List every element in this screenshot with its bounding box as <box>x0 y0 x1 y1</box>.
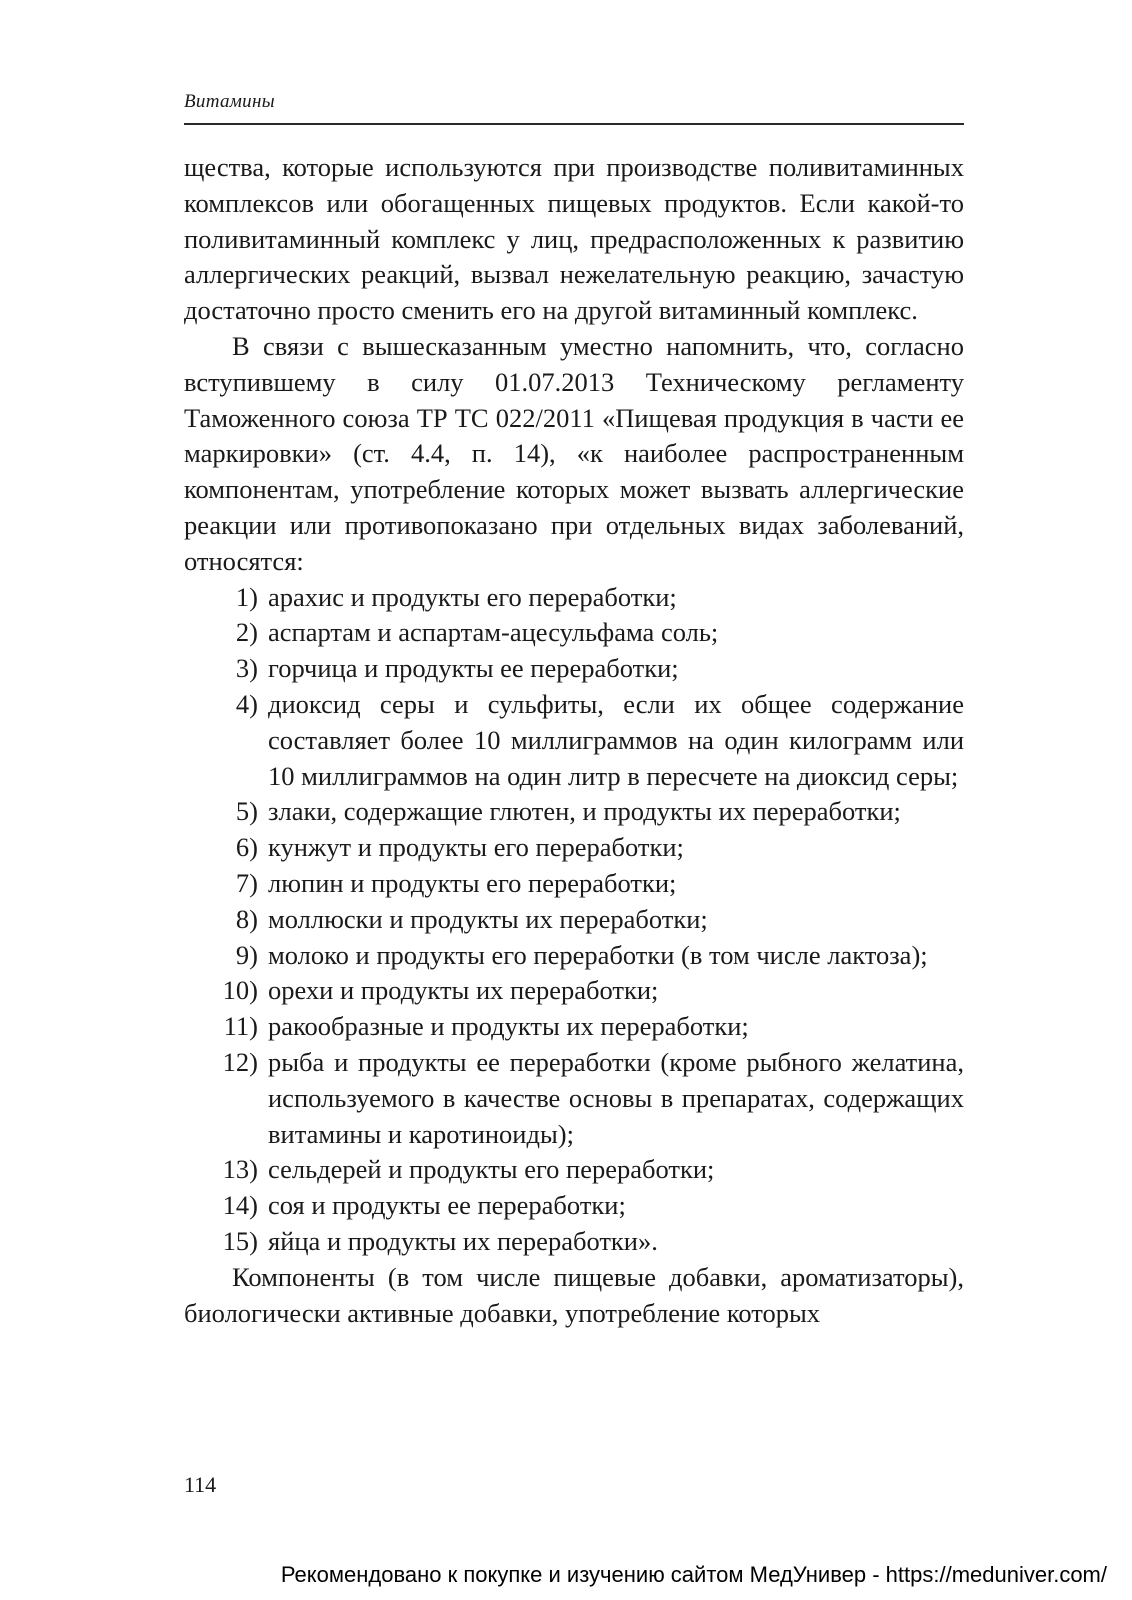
list-item-number: 1) <box>235 581 258 612</box>
list-item-text: кунжут и продукты его переработки; <box>268 832 684 863</box>
paragraph-regulation: В связи с вышесказанным уместно напомнить, что, согласно вступившему в силу 01.07.2013 Техническому регламенту Таможенного союза ТР ТС 022/2011 «Пищевая продукция в части ее маркировки» (ст. 4.4, п. 14), «к наиболее распространенным компонентам, употребление которых может вызвать аллергические реакции или противопоказано при отдельных видах заболеваний, относятся: <box>184 330 964 576</box>
list-item-number: 10) <box>222 975 258 1006</box>
list-item-number: 7) <box>235 867 258 898</box>
footer-recommendation: Рекомендовано к покупке и изучению сайтом МедУнивер - https://meduniver.com/ <box>280 1562 1107 1587</box>
page-body <box>184 150 964 1331</box>
list-item <box>184 938 964 974</box>
list-item-text: диоксид серы и сульфиты, если их общее содержание составляет более 10 миллиграммов на один килограмм или 10 миллиграммов на один литр в пересчете на диоксид серы; <box>268 688 964 791</box>
list-item <box>184 615 964 651</box>
list-item <box>184 1045 964 1152</box>
list-item-number: 3) <box>235 653 258 684</box>
allergen-list <box>184 580 964 1260</box>
list-item-text: моллюски и продукты их переработки; <box>268 903 708 934</box>
list-item <box>184 866 964 902</box>
list-item <box>184 651 964 687</box>
list-item-text: ракообразные и продукты их переработки; <box>268 1011 749 1042</box>
list-item-text: яйца и продукты их переработки». <box>268 1225 658 1256</box>
list-item-text: люпин и продукты его переработки; <box>268 867 677 898</box>
page-number: 114 <box>184 1472 217 1497</box>
list-item-number: 14) <box>222 1190 258 1221</box>
list-item <box>184 1152 964 1188</box>
list-item-text: горчица и продукты ее переработки; <box>268 653 679 684</box>
list-item <box>184 1009 964 1045</box>
list-item <box>184 794 964 830</box>
list-item <box>184 687 964 794</box>
list-item <box>184 902 964 938</box>
list-item-text: молоко и продукты его переработки (в том числе лактоза); <box>268 939 928 970</box>
list-item <box>184 1224 964 1260</box>
list-item-text: арахис и продукты его переработки; <box>268 581 677 612</box>
list-item-number: 5) <box>235 796 258 827</box>
list-item-text: сельдерей и продукты его переработки; <box>268 1154 715 1185</box>
paragraph-components: Компоненты (в том числе пищевые добавки, ароматизаторы), биологически активные добавки, употребление которых <box>184 1261 964 1328</box>
list-item <box>184 580 964 616</box>
list-item-text: аспартам и аспартам-ацесульфама соль; <box>268 617 719 648</box>
running-head-title: Витамины <box>184 91 275 112</box>
list-item <box>184 973 964 1009</box>
list-item-text: злаки, содержащие глютен, и продукты их переработки; <box>268 796 901 827</box>
list-item-number: 13) <box>222 1154 258 1185</box>
list-item-text: соя и продукты ее переработки; <box>268 1190 626 1221</box>
list-item-text: орехи и продукты их переработки; <box>268 975 659 1006</box>
list-item-number: 12) <box>222 1046 258 1077</box>
list-item-number: 9) <box>235 939 258 970</box>
paragraph-continuation: щества, которые используются при производстве поливитаминных комплексов или обогащенных пищевых продуктов. Если какой-то поливитаминный комплекс у лиц, предрасположенных к развитию аллергических реакций, вызвал нежелательную реакцию, зачастую достаточно просто сменить его на другой витаминный комплекс. <box>184 152 964 326</box>
list-item-number: 6) <box>235 832 258 863</box>
list-item-number: 15) <box>222 1225 258 1256</box>
list-item-number: 2) <box>235 617 258 648</box>
list-item <box>184 830 964 866</box>
list-item <box>184 1188 964 1224</box>
header-divider <box>184 123 964 125</box>
list-item-number: 8) <box>235 903 258 934</box>
list-item-text: рыба и продукты ее переработки (кроме рыбного желатина, используемого в качестве основы в препаратах, содержащих витамины и каротиноиды); <box>268 1046 964 1149</box>
list-item-number: 11) <box>223 1011 258 1042</box>
list-item-number: 4) <box>235 688 258 719</box>
